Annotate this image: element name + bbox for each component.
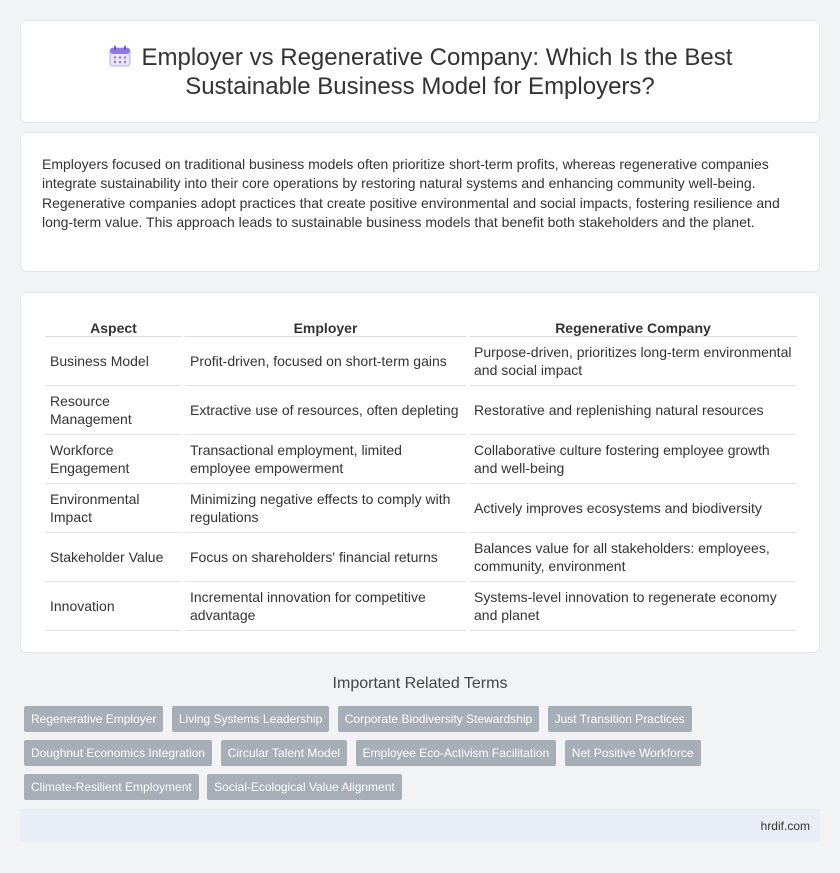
table-row	[45, 582, 797, 631]
table-row	[45, 337, 797, 386]
cell-employer: Focus on shareholders' financial returns	[185, 533, 466, 582]
tag-link[interactable]: Circular Talent Model	[221, 740, 348, 766]
page-title-text: Employer vs Regenerative Company: Which Is the Best Sustainable Business Model for Employers?	[141, 44, 733, 100]
cell-aspect: Workforce Engagement	[45, 435, 182, 484]
related-terms-tags	[24, 706, 814, 808]
cell-employer: Transactional employment, limited employee empowerment	[185, 435, 466, 484]
cell-employer: Minimizing negative effects to comply with regulations	[185, 484, 466, 533]
title-card	[20, 20, 820, 123]
tag-link[interactable]: Net Positive Workforce	[565, 740, 701, 766]
intro-paragraph: Employers focused on traditional business models often prioritize short-term profits, whereas regenerative companies integrate sustainability into their core operations by restoring natural systems and enhancing community well-being. Regenerative companies adopt practices that create positive environmental and social impacts, fostering resilience and long-term value. This approach leads to sustainable business models that benefit both stakeholders and the planet.	[42, 156, 780, 231]
tag-link[interactable]: Just Transition Practices	[548, 706, 692, 732]
comparison-table-card	[20, 292, 820, 653]
tag-link[interactable]: Employee Eco-Activism Facilitation	[356, 740, 557, 766]
cell-employer: Profit-driven, focused on short-term gains	[185, 337, 466, 386]
table-header-row	[45, 317, 797, 337]
tag-link[interactable]: Climate-Resilient Employment	[24, 774, 199, 800]
cell-aspect: Resource Management	[45, 386, 182, 435]
intro-card	[20, 132, 820, 272]
footer	[20, 809, 820, 842]
tag-link[interactable]: Doughnut Economics Integration	[24, 740, 212, 766]
cell-regenerative: Systems-level innovation to regenerate economy and planet	[469, 582, 797, 631]
calendar-icon	[108, 44, 132, 68]
tag-link[interactable]: Corporate Biodiversity Stewardship	[338, 706, 539, 732]
cell-regenerative: Balances value for all stakeholders: employees, community, environment	[469, 533, 797, 582]
column-header-employer: Employer	[185, 317, 466, 337]
cell-regenerative: Purpose-driven, prioritizes long-term environmental and social impact	[469, 337, 797, 386]
cell-employer: Extractive use of resources, often depleting	[185, 386, 466, 435]
footer-site-link[interactable]: hrdif.com	[760, 819, 810, 833]
tag-link[interactable]: Regenerative Employer	[24, 706, 163, 732]
comparison-table	[42, 317, 800, 631]
related-terms-heading: Important Related Terms	[332, 675, 508, 692]
tag-link[interactable]: Living Systems Leadership	[172, 706, 329, 732]
cell-aspect: Innovation	[45, 582, 182, 631]
table-row	[45, 435, 797, 484]
cell-employer: Incremental innovation for competitive advantage	[185, 582, 466, 631]
tag-link[interactable]: Social-Ecological Value Alignment	[207, 774, 402, 800]
column-header-regenerative: Regenerative Company	[469, 317, 797, 337]
cell-aspect: Stakeholder Value	[45, 533, 182, 582]
column-header-aspect: Aspect	[45, 317, 182, 337]
cell-regenerative: Restorative and replenishing natural resources	[469, 386, 797, 435]
cell-aspect: Business Model	[45, 337, 182, 386]
cell-regenerative: Collaborative culture fostering employee growth and well-being	[469, 435, 797, 484]
table-row	[45, 533, 797, 582]
cell-regenerative: Actively improves ecosystems and biodiversity	[469, 484, 797, 533]
table-row	[45, 386, 797, 435]
cell-aspect: Environmental Impact	[45, 484, 182, 533]
page-title	[21, 43, 819, 101]
table-row	[45, 484, 797, 533]
